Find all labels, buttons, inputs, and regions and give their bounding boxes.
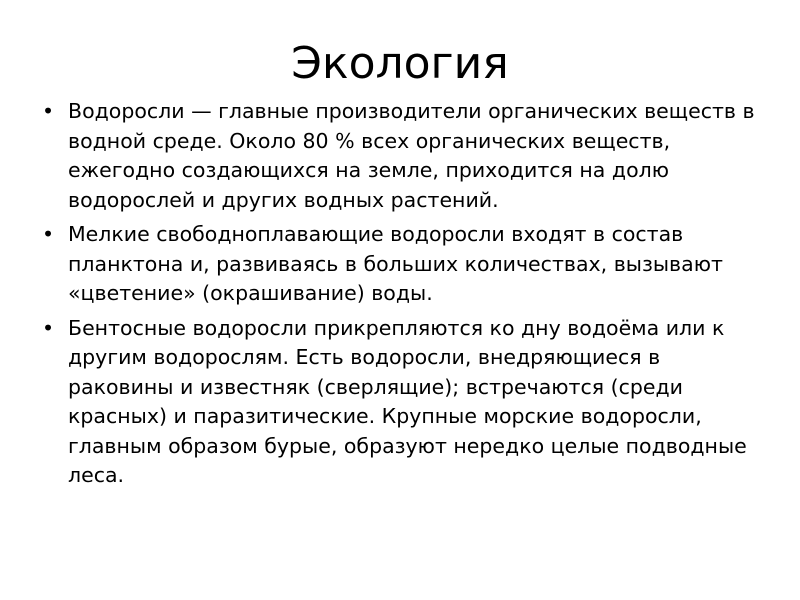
bullet-text: Бентосные водоросли прикрепляются ко дну водоёма или к другим водорослям. Есть водоросли, внедряющиеся в раковины и известняк (сверлящие); встречаются (среди красных) и паразитические. Крупные морские водоросли, главным образом бурые, образуют нередко целые подводные леса. <box>68 315 747 487</box>
bullet-text: Водоросли — главные производители органических веществ в водной среде. Около 80 % всех органических веществ, ежегодно создающихся на земле, приходится на долю водорослей и других водных растений. <box>68 99 755 212</box>
bullet-item <box>42 97 762 215</box>
bullet-list <box>42 97 762 496</box>
bullet-item <box>42 220 762 309</box>
bullet-icon: • <box>42 315 55 340</box>
bullet-icon: • <box>42 222 55 246</box>
bullet-item <box>42 314 762 491</box>
bullet-text: Мелкие свободноплавающие водоросли входят в состав планктона и, развиваясь в больших количествах, вызывают «цветение» (окрашивание) воды. <box>68 222 723 305</box>
slide-title: Экология <box>291 38 509 89</box>
bullet-icon: • <box>42 99 55 123</box>
